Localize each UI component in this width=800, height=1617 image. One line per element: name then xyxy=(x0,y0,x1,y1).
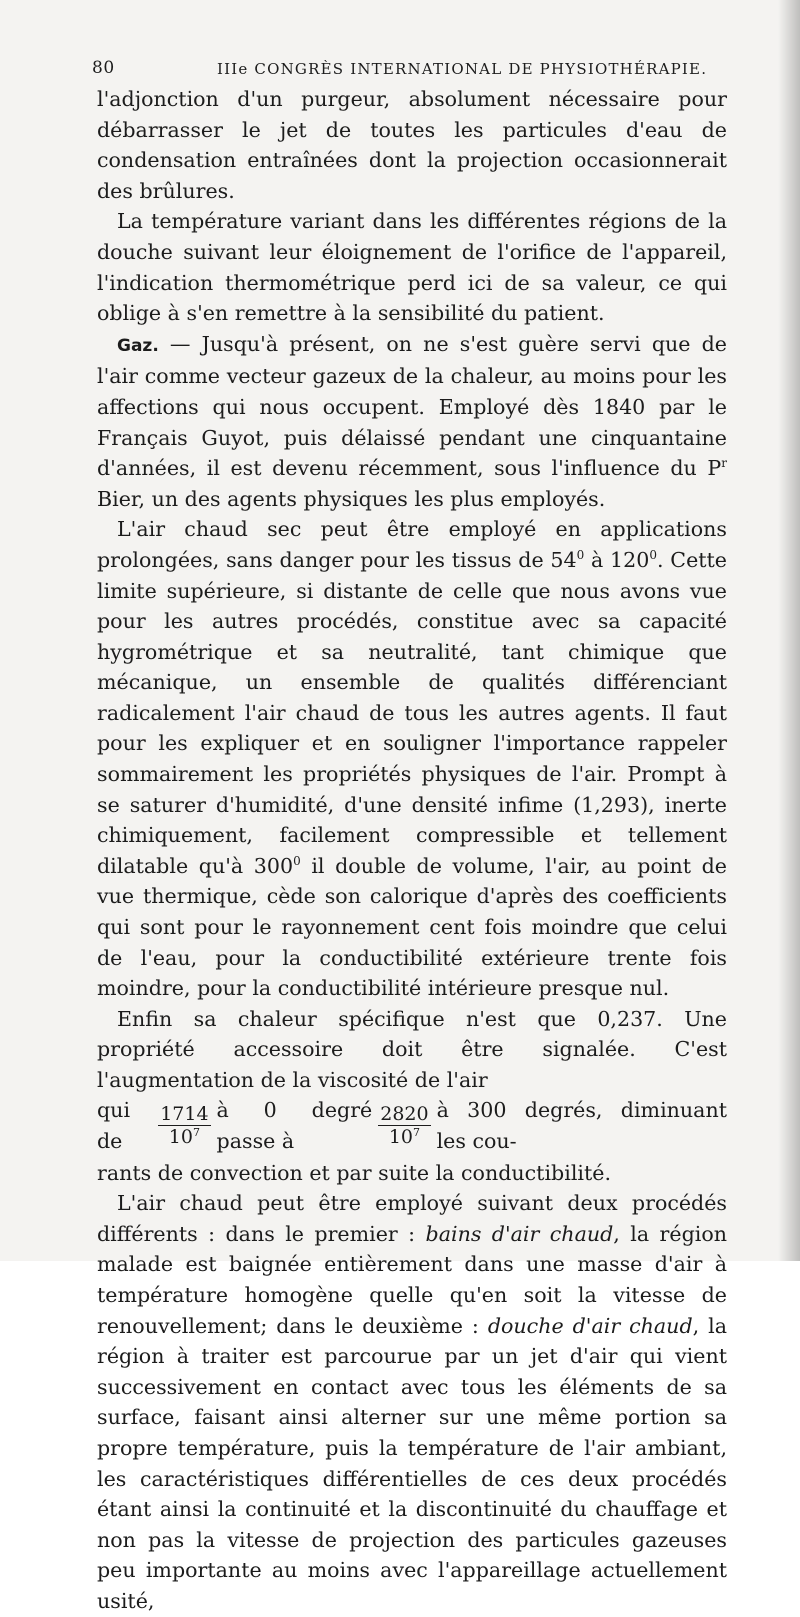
paragraph-text: L'air chaud peut être employé suivant deux procédés différents : dans le premier : xyxy=(97,1191,727,1246)
fraction-numerator: 1714 xyxy=(160,1103,209,1126)
paragraph-text: l'adjonction d'un purgeur, absolument nécessaire pour débarrasser le jet de toutes les particules d'eau de condensation entraînées dont la projection occasionnerait des brûlures. xyxy=(97,87,727,203)
paragraph-text: à 120 xyxy=(584,547,650,572)
fraction-denominator xyxy=(387,1126,422,1148)
page-header xyxy=(92,58,722,82)
italic-term: bains d'air chaud xyxy=(425,1221,614,1246)
paragraph-deux-procedes xyxy=(97,1188,727,1616)
paragraph-temperature xyxy=(97,206,727,328)
paragraph-gaz xyxy=(97,329,727,515)
fraction-2820 xyxy=(378,1103,430,1148)
formula-text: à 0 degré passe à xyxy=(216,1098,373,1153)
italic-term: douche d'air chaud xyxy=(487,1313,693,1338)
paragraph-text: Bier, un des agents physiques les plus employés. xyxy=(97,486,606,511)
formula-text: à 300 degrés, diminuant les cou- xyxy=(436,1098,727,1153)
paragraph-text: — Jusqu'à présent, on ne s'est guère servi que de l'air comme vecteur gazeux de la chaleur, au moins pour les affections qui nous occupent. Employé dès 1840 par le Français Guyot, puis délaissé pendant une cinquantaine d'années, il est devenu récemment, sous l'influence du P xyxy=(97,331,727,481)
paragraph-text: Enfin sa chaleur spécifique n'est que 0,237. Une propriété accessoire doit être signalée. C'est l'augmentation de la viscosité de l'air xyxy=(97,1006,727,1092)
fraction-1714 xyxy=(158,1103,210,1148)
paragraph-text: L'air chaud sec peut être employé en applications prolongées, sans danger pour les tissus de 54 xyxy=(97,517,727,572)
fraction-denominator xyxy=(167,1126,202,1148)
exponent: 7 xyxy=(413,1126,420,1140)
paragraph-convection xyxy=(97,1158,727,1189)
paragraph-text: La température variant dans les différentes régions de la douche suivant leur éloignement de l'orifice de l'appareil, l'indication thermométrique perd ici de sa valeur, ce qui oblige à s'en remettre à la sensibilité du patient. xyxy=(97,209,727,326)
degree-superscript: 0 xyxy=(293,853,301,868)
exponent: 7 xyxy=(192,1126,200,1140)
paragraph-text: , la région malade est baignée entièrement dans une masse d'air à température homogène quelle qu'en soit la vitesse de renouvellement; dans le deuxième : xyxy=(97,1221,727,1338)
denominator-base: 10 xyxy=(388,1126,413,1149)
paragraph-text: , la région à traiter est parcourue par un jet d'air qui vient successivement en contact avec tous les éléments de sa surface, faisant ainsi alterner sur une même portion sa propre température, puis la température de l'air ambiant, les caractéristiques différentielles de ces deux procédés étant ainsi la continuité et la discontinuité du chauffage et non pas la vitesse de projection des particules gazeuses peu importante au moins avec l'appareillage actuellement usité, xyxy=(97,1313,727,1613)
section-heading-gaz: Gaz. xyxy=(117,335,159,356)
paragraph-chaleur-specifique xyxy=(97,1004,727,1096)
paragraph-text: rants de convection et par suite la conductibilité. xyxy=(97,1160,611,1185)
page-body xyxy=(97,84,727,1617)
degree-superscript: 0 xyxy=(576,547,585,562)
page-edge-shadow xyxy=(778,0,800,1261)
page-number: 80 xyxy=(92,58,115,78)
paragraph-text: il double de volume, l'air, au point de vue thermique, cède son calorique d'après des coefficients qui sont pour le rayonnement cent fois moindre que celui de l'eau, pour la conductibilité extérieure trente fois moindre, pour la conductibilité intérieure presque nul. xyxy=(97,853,727,1001)
paragraph-air-chaud-sec xyxy=(97,514,727,1004)
superscript: r xyxy=(721,456,727,471)
fraction-numerator: 2820 xyxy=(380,1103,429,1126)
denominator-base: 10 xyxy=(168,1126,193,1149)
running-head: IIIe CONGRÈS INTERNATIONAL DE PHYSIOTHÉRAPIE. xyxy=(217,60,708,78)
paragraph-purgeur xyxy=(97,84,727,206)
viscosity-formula-line xyxy=(97,1094,727,1158)
degree-superscript: 0 xyxy=(649,547,658,562)
paragraph-text: . Cette limite supérieure, si distante de celle que nous avons vue pour les autres procédés, constitue avec sa capacité hygrométrique et sa neutralité, tant chimique que mécanique, un ensemble de qualités différenciant radicalement l'air chaud de tous les autres agents. Il faut pour les expliquer et en souligner l'importance rappeler sommairement les propriétés physiques de l'air. Prompt à se saturer d'humidité, d'une densité infime (1,293), inerte chimiquement, facilement compressible et tellement dilatable qu'à 300 xyxy=(97,547,727,878)
formula-text: qui de xyxy=(97,1098,131,1153)
